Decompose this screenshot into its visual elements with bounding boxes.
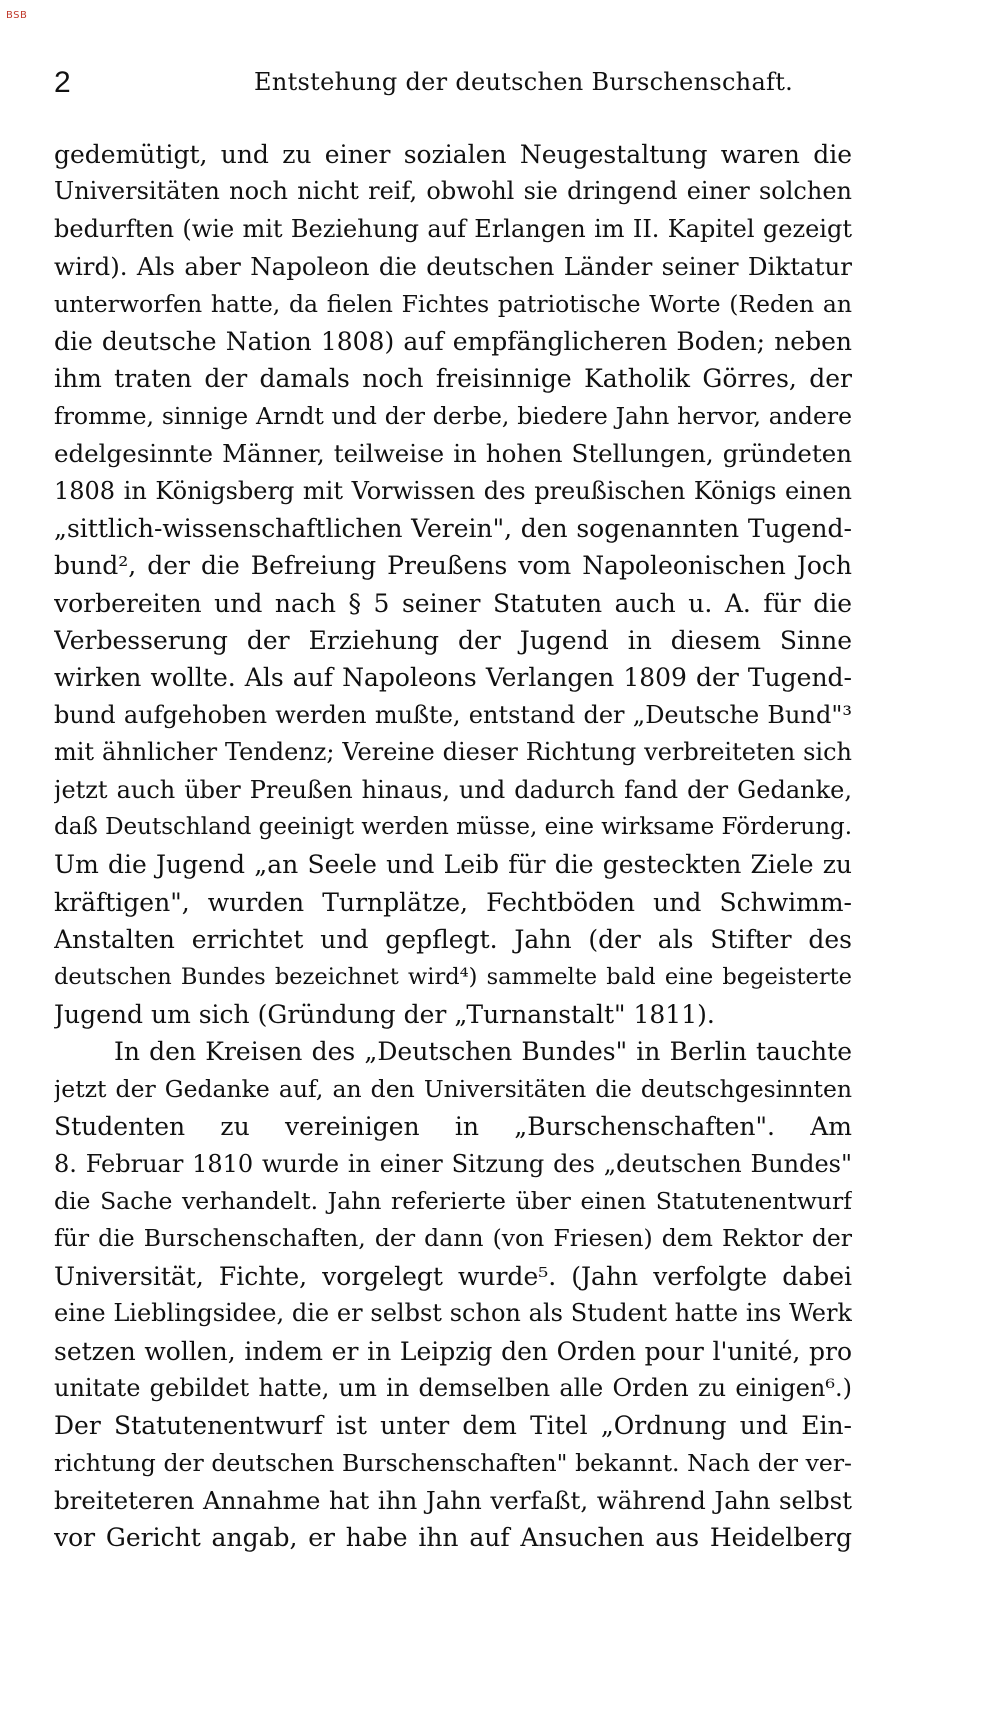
text-line: für die Burschenschaften, der dann (von Friesen) dem Rektor der [54, 1224, 852, 1253]
text-line: ihm traten der damals noch freisinnige Katholik Görres, der [54, 364, 852, 394]
text-line: bund², der die Befreiung Preußens vom Napoleonischen Joch [54, 551, 852, 581]
text-line: die Sache verhandelt. Jahn referierte über einen Statutenentwurf [54, 1186, 852, 1215]
page-header [54, 66, 854, 106]
text-line: 8. Februar 1810 wurde in einer Sitzung des „deutschen Bundes" [54, 1149, 852, 1178]
text-line: kräftigen", wurden Turnplätze, Fechtböden und Schwimm- [54, 887, 852, 917]
text-line: edelgesinnte Männer, teilweise in hohen Stellungen, gründeten [54, 439, 852, 469]
page-number: 2 [54, 66, 71, 99]
text-line: wirken wollte. Als auf Napoleons Verlangen 1809 der Tugend- [54, 663, 852, 693]
text-line: Anstalten errichtet und gepflegt. Jahn (der als Stifter des [54, 925, 852, 955]
text-line: vorbereiten und nach § 5 seiner Statuten auch u. A. für die [54, 588, 852, 618]
text-line: Studenten zu vereinigen in „Burschenschaften". Am [54, 1112, 852, 1142]
body-text [54, 136, 852, 1557]
text-line: „sittlich-wissenschaftlichen Verein", den sogenannten Tugend- [54, 513, 852, 543]
text-line: setzen wollen, indem er in Leipzig den Orden pour l'unité, pro [54, 1336, 852, 1366]
running-title: Entstehung der deutschen Burschenschaft. [254, 68, 794, 96]
text-line: jetzt der Gedanke auf, an den Universitäten die deutschgesinnten [54, 1074, 852, 1103]
text-line: Verbesserung der Erziehung der Jugend in diesem Sinne [54, 626, 852, 656]
text-line: In den Kreisen des „Deutschen Bundes" in Berlin tauchte [114, 1037, 852, 1067]
text-line: Der Statutenentwurf ist unter dem Titel „Ordnung und Ein- [54, 1411, 852, 1441]
text-line: eine Lieblingsidee, die er selbst schon als Student hatte ins Werk [54, 1299, 852, 1328]
text-line: Jugend um sich (Gründung der „Turnanstalt" 1811). [54, 999, 715, 1029]
text-line: vor Gericht angab, er habe ihn auf Ansuchen aus Heidelberg [54, 1523, 852, 1553]
text-line: bedurften (wie mit Beziehung auf Erlangen im II. Kapitel gezeigt [54, 214, 852, 243]
text-line: bund aufgehoben werden mußte, entstand der „Deutsche Bund"³ [54, 700, 852, 729]
text-line: richtung der deutschen Burschenschaften" bekannt. Nach der ver- [54, 1448, 852, 1477]
text-line: jetzt auch über Preußen hinaus, und dadurch fand der Gedanke, [54, 775, 852, 804]
text-line: unitate gebildet hatte, um in demselben alle Orden zu einigen⁶.) [54, 1373, 852, 1402]
text-line: breiteteren Annahme hat ihn Jahn verfaßt, während Jahn selbst [54, 1486, 852, 1516]
text-line: fromme, sinnige Arndt und der derbe, biedere Jahn hervor, andere [54, 401, 852, 430]
text-line: die deutsche Nation 1808) auf empfänglicheren Boden; neben [54, 326, 852, 356]
text-line: wird). Als aber Napoleon die deutschen Länder seiner Diktatur [54, 252, 852, 282]
text-line: Um die Jugend „an Seele und Leib für die gesteckten Ziele zu [54, 850, 852, 880]
text-line: mit ähnlicher Tendenz; Vereine dieser Richtung verbreiteten sich [54, 738, 852, 767]
text-line: Universitäten noch nicht reif, obwohl sie dringend einer solchen [54, 177, 852, 206]
library-stamp: BSB [6, 10, 28, 21]
text-line: gedemütigt, und zu einer sozialen Neugestaltung waren die [54, 140, 852, 169]
text-line: unterworfen hatte, da fielen Fichtes patriotische Worte (Reden an [54, 289, 852, 318]
text-line: daß Deutschland geeinigt werden müsse, eine wirksame Förderung. [54, 814, 852, 841]
text-line: 1808 in Königsberg mit Vorwissen des preußischen Königs einen [54, 476, 852, 505]
text-line: Universität, Fichte, vorgelegt wurde⁵. (Jahn verfolgte dabei [54, 1261, 852, 1291]
text-line: deutschen Bundes bezeichnet wird⁴) sammelte bald eine begeisterte [54, 963, 852, 990]
